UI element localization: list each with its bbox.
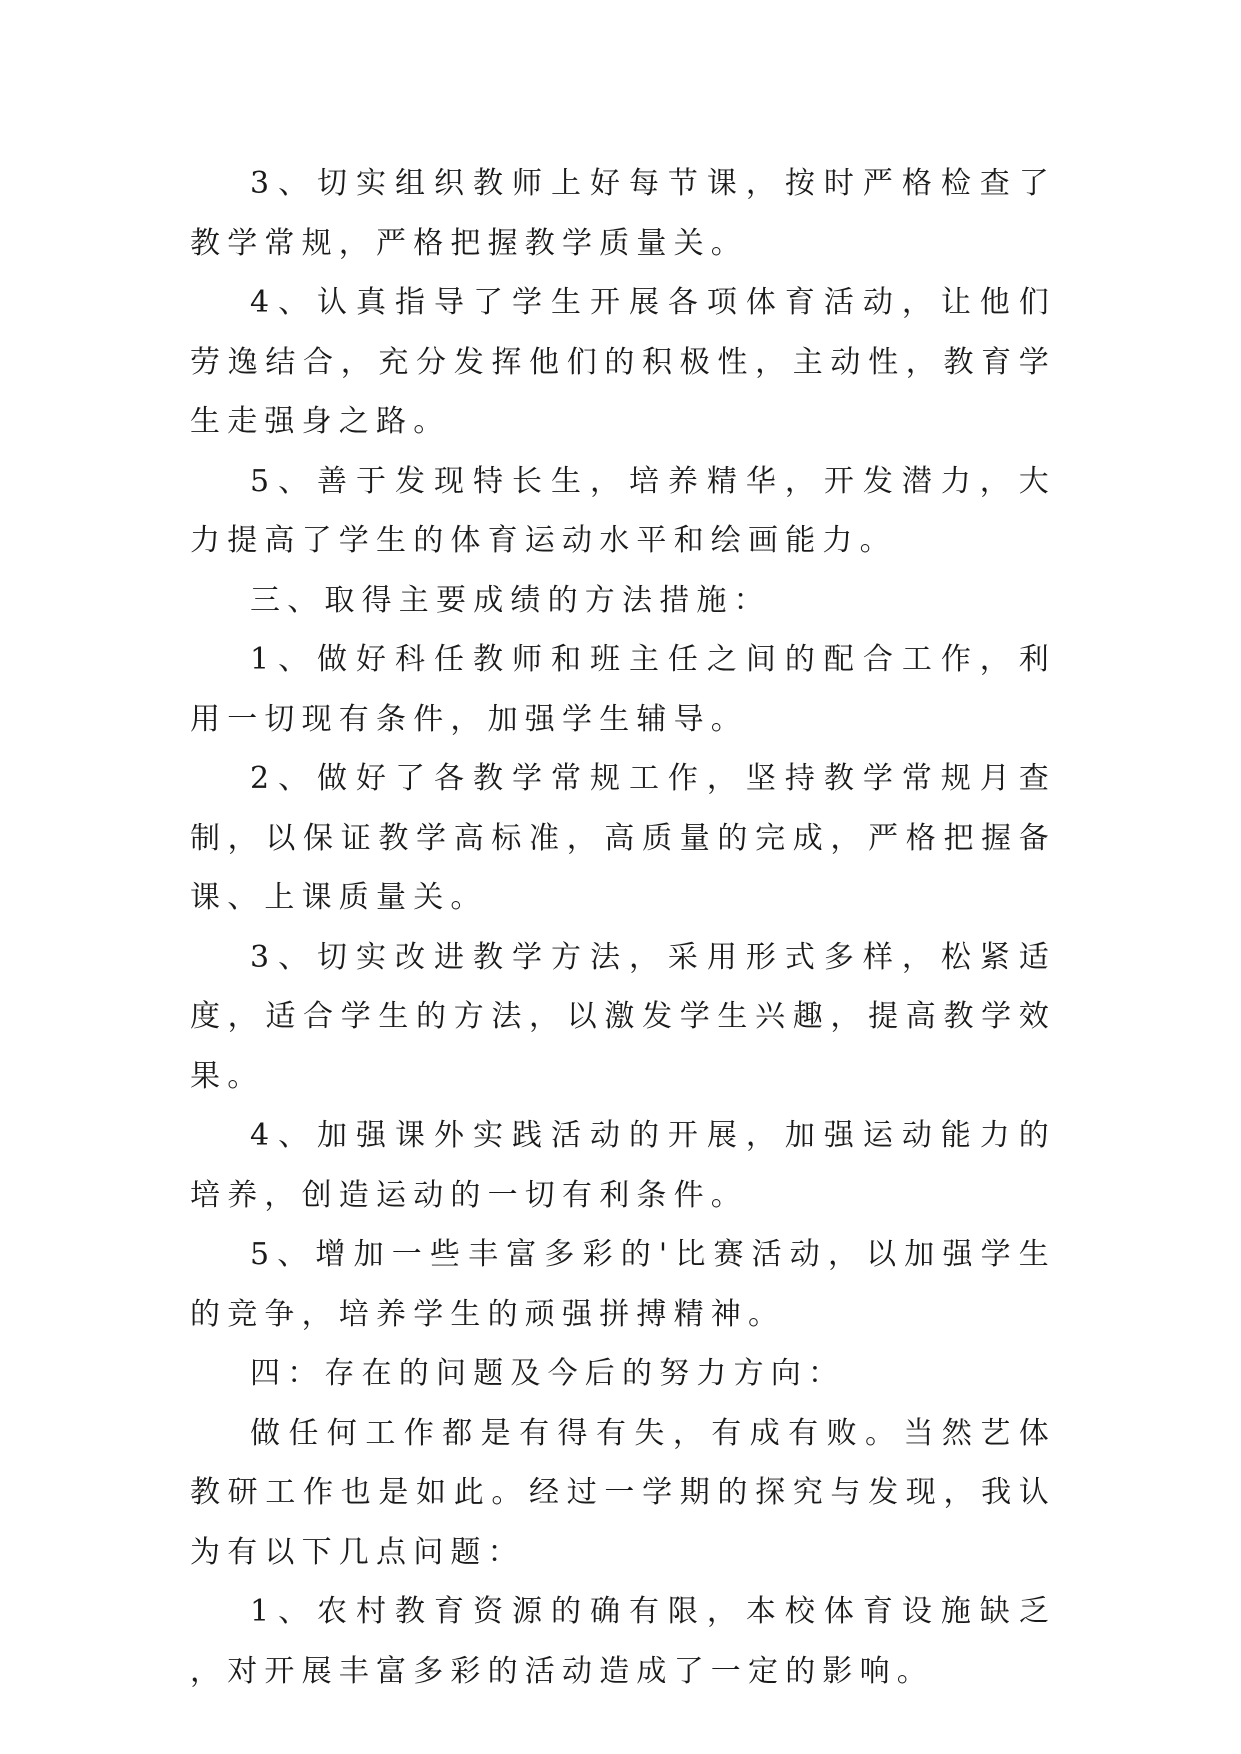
- paragraph-method-2: 2、做好了各教学常规工作，坚持教学常规月查制，以保证教学高标准，高质量的完成，严格把握备课、上课质量关。: [190, 761, 1056, 915]
- paragraph-method-3: 3、切实改进教学方法，采用形式多样，松紧适度，适合学生的方法，以激发学生兴趣，提高教学效果。: [190, 939, 1056, 1094]
- paragraph-method-5: 5、增加一些丰富多彩的'比赛活动，以加强学生的竞争，培养学生的顽强拼搏精神。: [190, 1237, 1056, 1332]
- section-heading-problems: 四：存在的问题及今后的努力方向：: [250, 1356, 846, 1391]
- paragraph-problem-1: 1、农村教育资源的确有限，本校体育设施缺乏，对开展丰富多彩的活动造成了一定的影响。: [190, 1594, 1056, 1689]
- paragraph-item-4-sports-activities: 4、认真指导了学生开展各项体育活动，让他们劳逸结合，充分发挥他们的积极性，主动性，教育学生走强身之路。: [190, 285, 1056, 439]
- paragraph-method-1: 1、做好科任教师和班主任之间的配合工作，利用一切现有条件，加强学生辅导。: [190, 642, 1056, 737]
- paragraph-item-3-inspection: 3、切实组织教师上好每节课，按时严格检查了教学常规，严格把握教学质量关。: [190, 166, 1056, 261]
- document-body: [190, 154, 1056, 1701]
- paragraph-problems-intro: 做任何工作都是有得有失，有成有败。当然艺体教研工作也是如此。经过一学期的探究与发现，我认为有以下几点问题：: [190, 1415, 1056, 1570]
- section-heading-methods: 三、取得主要成绩的方法措施：: [250, 582, 771, 618]
- paragraph-item-5-talent: 5、善于发现特长生，培养精华，开发潜力，大力提高了学生的体育运动水平和绘画能力。: [190, 463, 1056, 558]
- paragraph-method-4: 4、加强课外实践活动的开展，加强运动能力的培养，创造运动的一切有利条件。: [190, 1118, 1056, 1213]
